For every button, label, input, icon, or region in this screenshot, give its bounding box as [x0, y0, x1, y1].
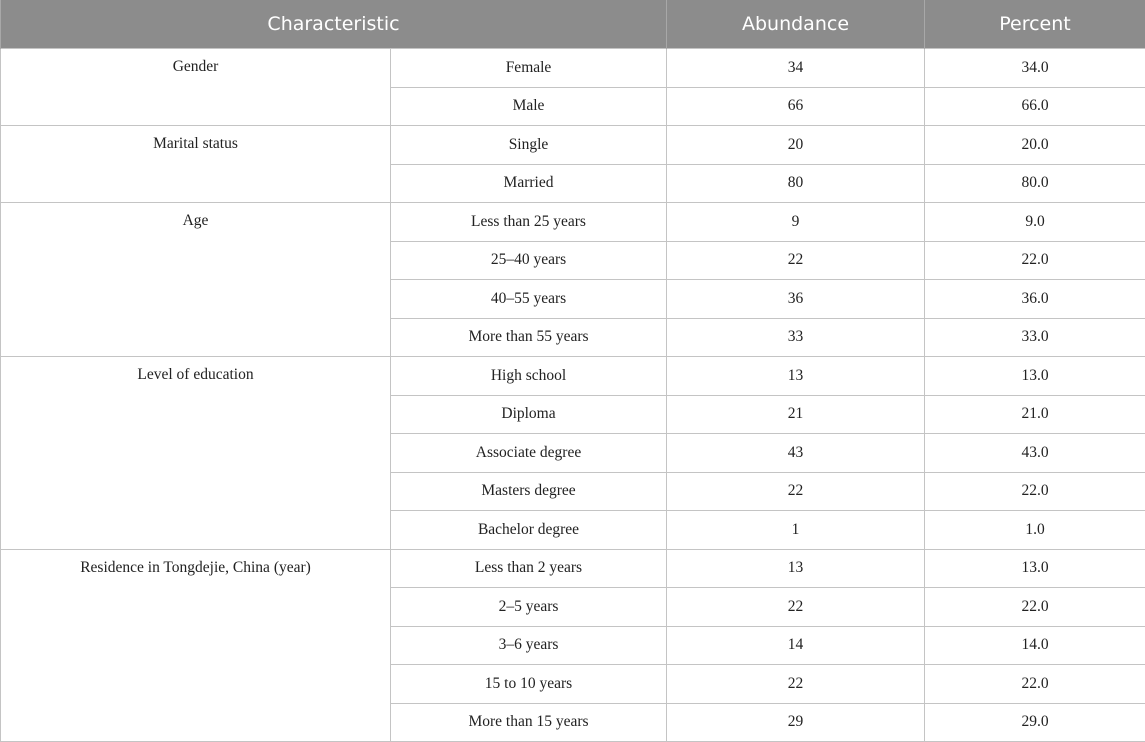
header-abundance: Abundance [667, 0, 925, 49]
percent-cell: 22.0 [925, 241, 1145, 280]
percent-cell: 1.0 [925, 511, 1145, 550]
group-label: Age [1, 203, 391, 357]
category-cell: Single [391, 126, 667, 165]
percent-cell: 34.0 [925, 49, 1145, 88]
percent-cell: 14.0 [925, 626, 1145, 665]
category-cell: Female [391, 49, 667, 88]
abundance-cell: 21 [667, 395, 925, 434]
header-characteristic: Characteristic [1, 0, 667, 49]
abundance-cell: 43 [667, 434, 925, 473]
table-header [1, 0, 1145, 49]
category-cell: Associate degree [391, 434, 667, 473]
category-cell: 3–6 years [391, 626, 667, 665]
category-cell: 2–5 years [391, 588, 667, 627]
table-row [1, 357, 1145, 396]
percent-cell: 22.0 [925, 588, 1145, 627]
category-cell: Male [391, 87, 667, 126]
percent-cell: 22.0 [925, 665, 1145, 704]
table-body [1, 49, 1145, 742]
category-cell: Married [391, 164, 667, 203]
group-label: Level of education [1, 357, 391, 550]
abundance-cell: 14 [667, 626, 925, 665]
percent-cell: 21.0 [925, 395, 1145, 434]
group-label: Marital status [1, 126, 391, 203]
category-cell: High school [391, 357, 667, 396]
category-cell: 15 to 10 years [391, 665, 667, 704]
table-row [1, 549, 1145, 588]
percent-cell: 33.0 [925, 318, 1145, 357]
percent-cell: 66.0 [925, 87, 1145, 126]
abundance-cell: 13 [667, 549, 925, 588]
percent-cell: 29.0 [925, 703, 1145, 742]
category-cell: 25–40 years [391, 241, 667, 280]
percent-cell: 36.0 [925, 280, 1145, 319]
abundance-cell: 33 [667, 318, 925, 357]
category-cell: More than 15 years [391, 703, 667, 742]
header-percent: Percent [925, 0, 1145, 49]
category-cell: Masters degree [391, 472, 667, 511]
header-row [1, 0, 1145, 49]
percent-cell: 13.0 [925, 357, 1145, 396]
category-cell: Bachelor degree [391, 511, 667, 550]
table-row [1, 49, 1145, 88]
percent-cell: 20.0 [925, 126, 1145, 165]
abundance-cell: 80 [667, 164, 925, 203]
abundance-cell: 22 [667, 472, 925, 511]
abundance-cell: 34 [667, 49, 925, 88]
percent-cell: 43.0 [925, 434, 1145, 473]
category-cell: Less than 2 years [391, 549, 667, 588]
category-cell: Less than 25 years [391, 203, 667, 242]
abundance-cell: 22 [667, 588, 925, 627]
abundance-cell: 1 [667, 511, 925, 550]
table-row [1, 126, 1145, 165]
table-row [1, 203, 1145, 242]
abundance-cell: 13 [667, 357, 925, 396]
group-label: Residence in Tongdejie, China (year) [1, 549, 391, 742]
abundance-cell: 29 [667, 703, 925, 742]
category-cell: More than 55 years [391, 318, 667, 357]
abundance-cell: 22 [667, 241, 925, 280]
group-label: Gender [1, 49, 391, 126]
percent-cell: 13.0 [925, 549, 1145, 588]
category-cell: 40–55 years [391, 280, 667, 319]
percent-cell: 9.0 [925, 203, 1145, 242]
abundance-cell: 9 [667, 203, 925, 242]
abundance-cell: 22 [667, 665, 925, 704]
category-cell: Diploma [391, 395, 667, 434]
percent-cell: 80.0 [925, 164, 1145, 203]
percent-cell: 22.0 [925, 472, 1145, 511]
abundance-cell: 36 [667, 280, 925, 319]
abundance-cell: 20 [667, 126, 925, 165]
abundance-cell: 66 [667, 87, 925, 126]
